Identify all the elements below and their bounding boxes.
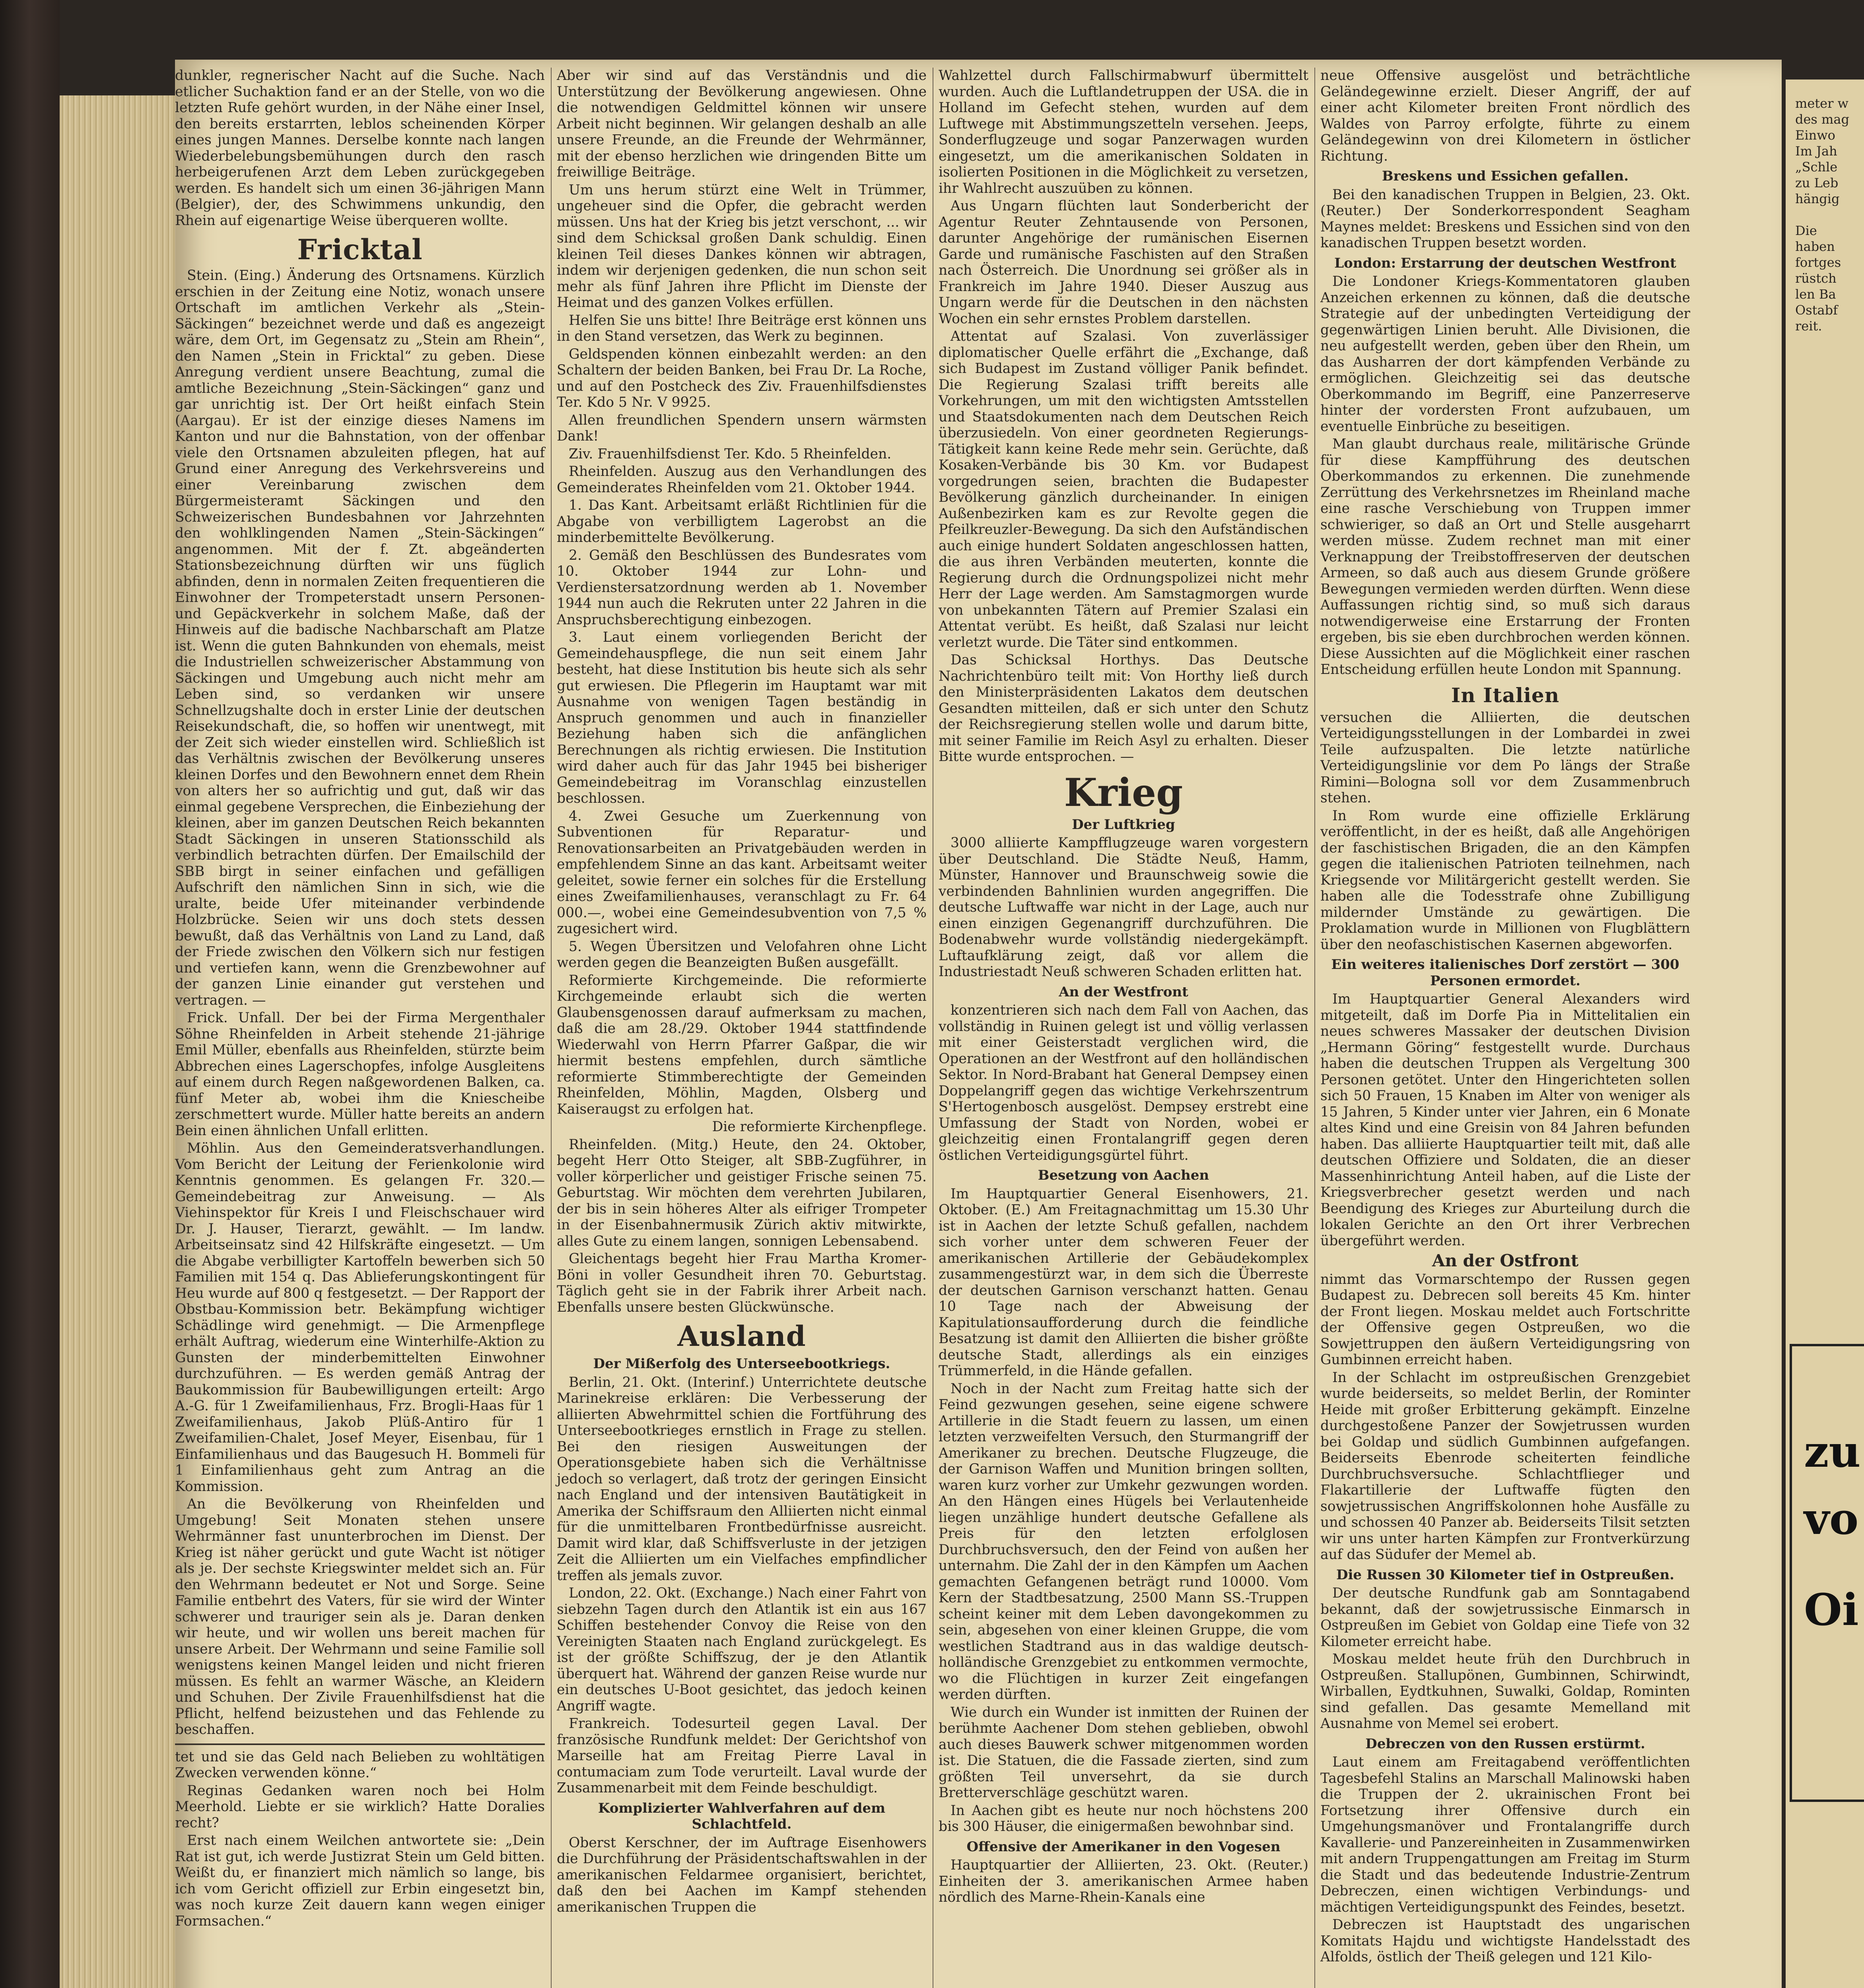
- article-text: versuchen die Alliierten, die deutschen Verteidigungsstellungen in der Lombardei in zwei Teile aufzuspalten. Die letzte natürliche Verteidigungslinie vor dem Po längs der Straße Rimini—Bologna soll vor dem Zusammenbruch stehen.: [1320, 709, 1690, 806]
- article-text: In Rom wurde eine offizielle Erklärung veröffentlicht, in der es heißt, daß alle Angehörigen der faschistischen Brigaden, die an den Kämpfen gegen die italienischen Patrioten teilnehmen, nach Kriegsende vor Militärgericht gestellt werden. Sie haben alle die Todesstrafe ohne Zubilligung mildernder Umstände zu gewärtigen. Die Proklamation wurde in Millionen von Flugblättern über den neofaschistischen Kasernen abgeworfen.: [1320, 808, 1690, 953]
- article-item: 1. Das Kant. Arbeitsamt erläßt Richtlinien für die Abgabe von verbilligtem Lagerobst an die minderbemittelte Bevölkerung.: [557, 497, 927, 546]
- article-rheinfelden-council: Rheinfelden. Auszug aus den Verhandlungen des Gemeinderates Rheinfelden vom 21. Oktober 1944.: [557, 464, 927, 496]
- article-text: neue Offensive ausgelöst und beträchtliche Geländegewinne erzielt. Dieser Angriff, der auf einer acht Kilometer breiten Front nördlich des Waldes von Parroy erfolgte, führte zu einem Geländegewinn von drei Kilometern in östlicher Richtung.: [1320, 68, 1690, 164]
- article-text: Helfen Sie uns bitte! Ihre Beiträge erst können uns in den Stand versetzen, das Werk zu beginnen.: [557, 312, 927, 344]
- article-text: Wahlzettel durch Fallschirmabwurf übermittelt wurden. Auch die Luftlandetruppen der USA. die in Holland im Gefecht stehen, wurden auf dem Luftwege mit Abstimmungszetteln versehen. Jeeps, Sonderflugzeuge und sogar Panzerwagen wurden eingesetzt, um die amerikanischen Soldaten in isolierten Positionen in die Möglichkeit zu versetzen, ihr Wahlrecht auszuüben zu können.: [939, 68, 1308, 196]
- article-text: In der Schlacht im ostpreußischen Grenzgebiet wurde beiderseits, so meldet Berlin, der Rominter Heide mit großer Erbitterung gekämpft. Einzelne durchgestoßene Panzer der Sowjetrussen wurden bei Goldap und südlich Gumbinnen aufgefangen. Beiderseits Ebenrode scheiterten feindliche Durchbruchsversuche. Schlachtflieger und Flakartillerie der Luftwaffe fügten den sowjetrussischen Angriffskolonnen hohe Ausfälle zu und schossen 40 Panzer ab. Beiderseits Tilsit setzten wir uns unter harten Kämpfen zur Frontverkürzung auf das Südufer der Memel ab.: [1320, 1369, 1690, 1563]
- novel-text: tet und sie das Geld nach Belieben zu wohltätigen Zwecken verwenden könne.“: [175, 1749, 545, 1781]
- article-text: In Aachen gibt es heute nur noch höchstens 200 bis 300 Häuser, die einigermaßen bewohnbar sind.: [939, 1802, 1308, 1835]
- article-text: Berlin, 21. Okt. (Interinf.) Unterrichtete deutsche Marinekreise erklären: Die Verbesserung der alliierten Abwehrmittel schien die Fortführung des Unterseebootkrieges ernstlich in Frage zu stellen. Bei den riesigen Ausweitungen der Operationsgebiete haben sich die Verhältnisse jedoch so verlagert, daß trotz der geringen Einsicht nach England und der intensiven Bautätigkeit in Amerika der Schiffsraum den Alliierten nicht einmal für die unmittelbaren Frontbedürfnisse ausreicht. Damit wird klar, daß Schiffsverluste in der jetzigen Zeit die Alliierten um ein Vielfaches empfindlicher treffen als jemals zuvor.: [557, 1374, 927, 1584]
- article-text: Attentat auf Szalasi. Von zuverlässiger diplomatischer Quelle erfährt die „Exchange, daß sich Budapest im Zustand völliger Panik befindet. Die Regierung Szalasi trifft bereits alle Vorkehrungen, um mit den wichtigsten Amtsstellen und Staatsdokumenten nach dem Deutschen Reich überzusiedeln. Von einer geordneten Regierungs-Tätigkeit kann keine Rede mehr sein. Gerüchte, daß Kosaken-Verbände bis 30 Km. vor Budapest vorgedrungen seien, brachten die Budapester Bevölkerung gänzlich durcheinander. In einigen Außenbezirken kam es zur Revolte gegen die Pfeilkreuzler-Bewegung. Da sich den Aufständischen auch einige hundert Soldaten angeschlossen hatten, die aus ihren Verbänden meuterten, konnte die Regierung durch die Ordnungspolizei nicht mehr Herr der Lage werden. Am Samstagmorgen wurde von unbekannten Tätern auf Premier Szalasi ein Attentat verübt. Es heißt, daß Szalasi nur leicht verletzt wurde. Die Täter sind entkommen.: [939, 328, 1308, 650]
- novel-text: Reginas Gedanken waren noch bei Holm Meerhold. Liebte er sie wirklich? Hatte Doralies recht?: [175, 1782, 545, 1831]
- subheading: Ein weiteres italienisches Dorf zerstört — 300 Personen ermordet.: [1331, 957, 1679, 989]
- article-item: 2. Gemäß den Beschlüssen des Bundesrates vom 10. Oktober 1944 zur Lohn- und Verdienstersatzordnung werden ab 1. November 1944 nun auch die Rekruten unter 22 Jahren in die Anspruchsberechtigung einbezogen.: [557, 547, 927, 628]
- column-4: [1320, 68, 1690, 1967]
- article-text: Die Londoner Kriegs-Kommentatoren glauben Anzeichen erkennen zu können, daß die deutsche Strategie auf der unbedingten Verteidigung der gegenwärtigen Linien beruht. Alle Divisionen, die neu aufgestellt werden, geben über den Rhein, um das Ausharren der dort kämpfenden Verbände zu ermöglichen. Gleichzeitig sei das deutsche Oberkommando im Begriff, eine Panzerreserve hinter der vordersten Front aufzubauen, um eventuelle Einbrüche zu beseitigen.: [1320, 274, 1690, 435]
- article-church: Reformierte Kirchgemeinde. Die reformierte Kirchgemeinde erlaubt sich die werten Glaubensgenossen darauf aufmerksam zu machen, daß die am 28./29. Oktober 1944 stattfindende Wiederwahl von Herrn Pfarrer Gaßpar, die wir hiermit bestens empfehlen, durch sämtliche reformierte Stimmberechtigte der Gemeinden Rheinfelden, Möhlin, Magden, Olsberg und Kaiseraugst zu erfolgen hat.: [557, 972, 927, 1117]
- ad-text: zu: [1804, 1426, 1861, 1477]
- article-text: Aber wir sind auf das Verständnis und die Unterstützung der Bevölkerung angewiesen. Ohne die notwendigen Geldmittel können wir unsere Arbeit nicht beginnen. Wir gelangen deshalb an alle unsere Freunde, an die Freunde der Wehrmänner, mit der ebenso herzlichen wie dringenden Bitte um freiwillige Beiträge.: [557, 68, 927, 180]
- article-text: nimmt das Vormarschtempo der Russen gegen Budapest zu. Debrecen soll bereits 45 Km. hinter der Front liegen. Moskau meldet auch Fortschritte der Offensive gegen Ostpreußen, wo die Sowjettruppen den äußern Verteidigungsring von Gumbinnen erreicht haben.: [1320, 1271, 1690, 1368]
- column-rule: [1314, 68, 1315, 1988]
- article-text: Hauptquartier der Alliierten, 23. Okt. (Reuter.) Einheiten der 3. amerikanischen Armee haben nördlich des Marne-Rhein-Kanals eine: [939, 1857, 1308, 1905]
- section-heading-fricktal: Fricktal: [297, 233, 423, 266]
- article-text: 3000 alliierte Kampfflugzeuge waren vorgestern über Deutschland. Die Städte Neuß, Hamm, Münster, Hannover und Braunschweig sowie die verbindenden Bahnlinien wurden angegriffen. Die deutsche Luftwaffe war nicht in der Lage, auch nur einen einzigen Gegenangriff durchzuführen. Die Bodenabwehr wurde vollständig niedergekämpft. Luftaufklärung zeigt, daß vor allem die Industriestadt Neuß schweren Schaden erlitten hat.: [939, 835, 1308, 980]
- ad-text: vo: [1804, 1493, 1859, 1544]
- article-birthday: Gleichentags begeht hier Frau Martha Kromer-Böni in voller Gesundheit ihren 70. Geburtstag. Täglich geht sie in der Fabrik ihrer Arbeit nach. Ebenfalls unsere besten Glückwünsche.: [557, 1251, 927, 1315]
- section-heading-italien: In Italien: [1451, 683, 1560, 707]
- article-item: 3. Laut einem vorliegenden Bericht der Gemeindehauspflege, die nun seit einem Jahr besteht, hat diese Institution bis heute sich als sehr gut erwiesen. Die Pflegerin im Hauptamt war mit Ausnahme von wenigen Tagen beständig in Anspruch genommen und auch in finanzieller Beziehung haben sich die anfänglichen Berechnungen als richtig erwiesen. Die Institution wird daher auch für das Jahr 1945 bei bisheriger Gemeindebeitrag im Voranschlag einzustellen beschlossen.: [557, 629, 927, 806]
- article-appeal: An die Bevölkerung von Rheinfelden und Umgebung! Seit Monaten stehen unsere Wehrmänner fast ununterbrochen im Dienst. Der Krieg ist näher gerückt und gute Wacht ist nötiger als je. Der sechste Kriegswinter meldet sich an. Für den Wehrmann bedeutet er Not und Sorge. Seine Familie entbehrt des Vaters, für sie wird der Winter schwerer und trauriger sein als je. Daran denken wir heute, und wir wollen uns bereit machen für unsere Arbeit. Der Wehrmann und seine Familie soll wenigstens keinen Mangel leiden und nicht frieren müssen. Es fehlt an warmer Wäsche, an Kleidern und Schuhen. Der Zivile Frauenhilfsdienst hat die Pflicht, helfend beizustehen und das Fehlende zu beschaffen.: [175, 1496, 545, 1738]
- article-item: 5. Wegen Übersitzen und Velofahren ohne Licht werden gegen die Beanzeigten Bußen ausgefällt.: [557, 938, 927, 971]
- novel-text: Erst nach einem Weilchen antwortete sie: „Dein Rat ist gut, ich werde Justizrat Stein um Geld bitten. Weißt du, er finanziert mich nämlich so lange, bis ich vom Gericht offiziell zur Erbin eingesetzt bin, was noch kurze Zeit dauern kann wegen einiger Formsachen.“: [175, 1833, 545, 1929]
- subheading: Der Mißerfolg des Unterseebootkriegs.: [593, 1356, 890, 1372]
- column-3: [939, 68, 1308, 1907]
- article-text: London, 22. Okt. (Exchange.) Nach einer Fahrt von siebzehn Tagen durch den Atlantik ist ein aus 167 Schiffen bestehender Convoy die Reise von den Vereinigten Staaten nach England zurückgelegt. Es ist der größte Schiffszug, der je den Atlantik überquert hat. Während der ganzen Reise wurde nur ein deutsches U-Boot gesichtet, das jedoch keinen Angriff wagte.: [557, 1585, 927, 1714]
- article-text: Im Hauptquartier General Alexanders wird mitgeteilt, daß im Dorfe Pia in Mittelitalien ein neues schweres Massaker der deutschen Division „Hermann Göring“ festgestellt wurde. Durchaus haben die deutschen Truppen als Vergeltung 300 Personen getötet. Unter den Hingerichteten sollen sich 50 Frauen, 15 Knaben im Alter von weniger als 15 Jahren, 5 Kinder unter vier Jahren, ein 6 Monate altes Kind und eine Greisin von 84 Jahren befunden haben. Das alliierte Hauptquartier teilt mit, daß alle deutschen Offiziere und Soldaten, die an dieser Massenhinrichtung Anteil haben, auf die Liste der Kriegsverbrecher gesetzt werden und nach Beendigung des Krieges zur Aburteilung durch die lokalen Gerichte an den Ort ihrer Verbrechen übergeführt werden.: [1320, 991, 1690, 1249]
- article-text: Laut einem am Freitagabend veröffentlichten Tagesbefehl Stalins an Marschall Malinowski haben die Truppen der 2. ukrainischen Front bei Fortsetzung ihrer Offensive durch ein Umgehungsmanöver und Frontalangriffe durch Kavallerie- und Panzereinheiten in Zusammenwirken mit andern Truppengattungen am Freitag im Sturm die Stadt und das bedeutende Industrie-Zentrum Debreczen, einen wichtigen Verbindungs- und mächtigen Verteidigungspunkt des Feindes, besetzt.: [1320, 1754, 1690, 1915]
- facing-page: [1786, 80, 1864, 1988]
- section-heading-krieg: Krieg: [1064, 770, 1183, 815]
- subheading: Offensive der Amerikaner in den Vogesen: [966, 1839, 1281, 1855]
- article-text: Moskau meldet heute früh den Durchbruch in Ostpreußen. Stallupönen, Gumbinnen, Schirwindt, Wirballen, Eydtkuhnen, Suwalki, Goldap, Rominten sind gefallen. Das gesamte Memelland mit Ausnahme von Memel sei erobert.: [1320, 1651, 1690, 1732]
- article-text: Allen freundlichen Spendern unsern wärmsten Dank!: [557, 412, 927, 444]
- article-text: Noch in der Nacht zum Freitag hatte sich der Feind gezwungen gesehen, seine eigene schwere Artillerie in die Stadt feuern zu lassen, um einen letzten verzweifelten Versuch, den Sturmangriff der Amerikaner zu brechen. Deutsche Flugzeuge, die der Garnison Waffen und Munition bringen sollten, waren kurz vorher zur Umkehr gezwungen worden. An den Hängen eines Hügels bei Verlautenheide liegen unzählige hundert deutsche Gefallene als Preis für den letzten erfolglosen Durchbruchsversuch, den der Feind von außen her unternahm. Die Zahl der in den Kämpfen um Aachen gemachten Gefangenen beträgt rund 10000. Vom Kern der Stadtbesatzung, 2500 Mann SS.-Truppen scheint keiner mit dem Leben davongekommen zu sein, abgesehen von einer kleinen Gruppe, die vom westlichen Stadtrand aus in das waldige deutsch-holländische Grenzgebiet zu entkommen vermochte, wo die Flüchtigen in kurzer Zeit eingefangen werden dürften.: [939, 1380, 1308, 1703]
- article-text: Im Hauptquartier General Eisenhowers, 21. Oktober. (E.) Am Freitagnachmittag um 15.30 Uhr ist in Aachen der letzte Schuß gefallen, nachdem sich vorher unter dem schweren Feuer der amerikanischen Artillerie der Gebäudekomplex zusammengestürzt war, in dem sich die Überreste der deutschen Garnison verschanzt hatten. Genau 10 Tage nach der Abweisung der Kapitulationsaufforderung durch die feindliche Besatzung ist damit den Alliierten die bisher größte deutsche Stadt, allerdings als ein einziges Trümmerfeld, in die Hände gefallen.: [939, 1186, 1308, 1379]
- book-spine: [0, 0, 60, 1988]
- article-text: Geldspenden können einbezahlt werden: an den Schaltern der beiden Banken, bei Frau Dr. La Roche, und auf den Postcheck des Ziv. Frauenhilfsdienstes Ter. Kdo 5 Nr. V 9925.: [557, 346, 927, 410]
- article-text: konzentrieren sich nach dem Fall von Aachen, das vollständig in Ruinen gelegt ist und völlig verlassen mit einer Geisterstadt verglichen wird, die Operationen an der Westfront auf den holländischen Sektor. In Nord-Brabant hat General Dempsey einen Doppelangriff gegen das wichtige Verkehrszentrum S'Hertogenbosch ausgelöst. Dempsey erstrebt eine Umfassung der Stadt von Norden, wobei er gleichzeitig einen Frontalangriff gegen deren östlichen Verteidigungsgürtel führt.: [939, 1002, 1308, 1163]
- article-moehlin: Möhlin. Aus den Gemeinderatsverhandlungen. Vom Bericht der Leitung der Ferienkolonie wird Kenntnis genommen. Es gelangen Fr. 320.— Gemeindebeitrag zur Anweisung. — Als Viehinspektor für Kreis I und Fleischschauer wird Dr. J. Hauser, Tierarzt, gewählt. — Im landw. Arbeitseinsatz sind 42 Hilfskräfte eingesetzt. — Um die Abgabe verbilligter Kartoffeln bewerben sich 50 Familien mit 154 q. Das Ablieferungskontingent für Heu wurde auf 800 q festgesetzt. — Der Rapport der Obstbau-Kommission betr. Bekämpfung wichtiger Schädlinge wird genehmigt. — Die Armenpflege erhält Auftrag, wiederum eine Winterhilfe-Aktion zu Gunsten der minderbemittelten Einwohner durchzuführen. — Es werden gemäß Antrag der Baukommission für Baubewilligungen erteilt: Argo A.-G. für 1 Zweifamilienhaus, Frz. Brogli-Haas für 1 Zweifamilienhaus, Jakob Plüß-Antiro für 1 Zweifamilien-Chalet, Josef Meyer, Eisenbau, für 1 Einfamilienhaus und das Baugesuch H. Bommeli für 1 Einfamilienhaus geht zum Antrag an die Kommission.: [175, 1140, 545, 1495]
- subheading: Besetzung von Aachen: [1038, 1167, 1209, 1183]
- article-text: Frankreich. Todesurteil gegen Laval. Der französische Rundfunk meldet: Der Gerichtshof von Marseille hat am Freitag Pierre Laval in contumaciam zum Tode verurteilt. Laval wurde der Zusammenarbeit mit dem Feinde beschuldigt.: [557, 1716, 927, 1796]
- ad-box: [1790, 1344, 1864, 1802]
- facing-page-text: meter w des mag Einwo Im Jah „Schle zu Leb hängig Die haben fortges rüstch len Ba Ostabf reit.: [1795, 96, 1849, 334]
- article-stein: Stein. (Eing.) Änderung des Ortsnamens. Kürzlich erschien in der Zeitung eine Notiz, wonach unsere Ortschaft im amtlichen Verkehr als „Stein-Säckingen“ bezeichnet werde und daß es angezeigt wäre, dem Ort, im Gegensatz zu „Stein am Rhein“, den Namen „Stein in Fricktal“ zu geben. Diese Anregung verdient unsere Beachtung, zumal die amtliche Bezeichnung „Stein-Säckingen“ ganz und gar unrichtig ist. Der Ort heißt einfach Stein (Aargau). Er ist der einzige dieses Namens im Kanton und nur die Bahnstation, von der offenbar viele den Ortsnamen abzuleiten pflegen, hat auf Grund einer Anregung des Verkehrsvereins und einer Vereinbarung zwischen dem Bürgermeisteramt Säckingen und den Schweizerischen Bundesbahnen vor Jahrzehnten den wohlklingenden Namen „Stein-Säckingen“ angenommen. Mit der f. Zt. abgeänderten Stationsbezeichnung dürften wir uns füglich abfinden, denn in normalen Zeiten frequentieren die Einwohner der Trompeterstadt unsern Personen- und Gepäckverkehr in solchem Maße, daß der Hinweis auf die badische Nachbarschaft am Platze ist. Wenn die guten Bahnkunden von ehemals, meist die Industriellen schweizerischer Abstammung von Säckingen und Umgebung auch nicht mehr am Leben sind, so verdanken wir unsere Schnellzugshalte doch in erster Linie der deutschen Reisekundschaft, die, so hoffen wir unentwegt, mit der Zeit sich wieder einstellen wird. Schließlich ist das Verhältnis zwischen der Bevölkerung unseres kleinen Dorfes und den Bewohnern ennet dem Rhein von alters her so aufrichtig und gut, daß wir das einmal gegebene Versprechen, die Einbeziehung der kleinen, aber im ganzen Deutschen Reich bekannten Stadt Säckingen in unseren Stationsschild als verbindlich betrachten dürfen. Der Emailschild der SBB birgt in seiner einfachen und gefälligen Aufschrift den nämlichen Sinn in sich, wie die uralte, beide Ufer miteinander verbindende Holzbrücke. Seien wir uns doch stets dessen bewußt, daß das Verhältnis von Land zu Land, daß der Friede zwischen den Völkern sich nur festigen und vertiefen kann, wenn die Grenzbewohner auf der ganzen Linie einander gut verstehen und vertragen. —: [175, 268, 545, 1008]
- subheading: Die Russen 30 Kilometer tief in Ostpreußen.: [1336, 1567, 1674, 1583]
- article-text: Aus Ungarn flüchten laut Sonderbericht der Agentur Reuter Zehntausende von Personen, darunter Angehörige der rumänischen Eisernen Garde und rumänische Faschisten auf den Straßen nach Österreich. Die Unordnung sei größer als in Frankreich im Jahre 1940. Dieser Auszug aus Ungarn werde für die Deutschen in den nächsten Wochen ein sehr ernstes Problem darstellen.: [939, 198, 1308, 327]
- article-text: Der deutsche Rundfunk gab am Sonntagabend bekannt, daß der sowjetrussische Einmarsch in Ostpreußen im Gebiet von Goldap eine Tiefe von 32 Kilometer erreicht habe.: [1320, 1585, 1690, 1650]
- page-edges: [60, 95, 175, 1988]
- article-text: Debreczen ist Hauptstadt des ungarischen Komitats Hajdu und wichtigste Handelsstadt des Alfolds, östlich der Theiß gelegen und 121 Kilo-: [1320, 1917, 1690, 1965]
- article-text: Oberst Kerschner, der im Auftrage Eisenhowers die Durchführung der Präsidentschaftswahlen in der amerikanischen Feldarmee organisiert, berichtet, daß den bei Aachen im Kampf stehenden amerikanischen Truppen die: [557, 1835, 927, 1915]
- section-heading-ausland: Ausland: [677, 1320, 806, 1353]
- subheading-ostfront: An der Ostfront: [1432, 1251, 1579, 1270]
- article-item: 4. Zwei Gesuche um Zuerkennung von Subventionen für Reparatur- und Renovationsarbeiten an Privatgebäuden werden in empfehlendem Sinne an das kant. Arbeitsamt weiter geleitet, sowie ferner ein solches für die Erstellung eines Zweifamilienhauses, veranschlagt zu Fr. 64 000.—, wobei eine Gemeindesubvention von 7,5 % zugesichert wird.: [557, 808, 927, 937]
- article-signature: Ziv. Frauenhilfsdienst Ter. Kdo. 5 Rheinfelden.: [569, 446, 892, 462]
- subheading: London: Erstarrung der deutschen Westfront: [1334, 255, 1676, 271]
- column-rule: [551, 68, 552, 1988]
- article-text: dunkler, regnerischer Nacht auf die Suche. Nach etlicher Suchaktion fand er an der Stelle, von wo die letzten Rufe gehört wurden, in der Nähe einer Insel, den bereits erstarrten, leblos scheinenden Körper eines jungen Mannes. Derselbe konnte nach langen Wiederbelebungsbemühungen durch den rasch herbeigerufenen Arzt dem Leben zurückgegeben werden. Es handelt sich um einen 36-jährigen Mann (Belgier), der, des Schwimmens unkundig, den Rhein auf eigenartige Weise überqueren wollte.: [175, 68, 545, 229]
- subheading: Komplizierter Wahlverfahren auf dem Schlachtfeld.: [598, 1800, 886, 1832]
- article-text: Man glaubt durchaus reale, militärische Gründe für diese Kampfführung des deutschen Oberkommandos zu erkennen. Die zunehmende Zerrüttung des Verkehrsnetzes im Rheinland mache eine rasche Verschiebung von Truppen immer schwieriger, so daß an Ort und Stelle ausgeharrt werden müsse. Zudem rechnet man mit einer Verknappung der Treibstoffreserven der deutschen Armeen, so daß auch aus diesem Grunde größere Bewegungen vermieden werden dürften. Wenn diese Auffassungen richtig sind, so muß sich daraus notwendigerweise eine Erstarrung der Fronten ergeben, bis sie eben durchbrochen werden können. Diese Aussichten auf die Möglichkeit einer raschen Entscheidung erfüllen heute London mit Spannung.: [1320, 436, 1690, 678]
- article-text: Das Schicksal Horthys. Das Deutsche Nachrichtenbüro teilt mit: Von Horthy ließ durch den Ministerpräsidenten Lakatos dem deutschen Gesandten mitteilen, daß er sich unter den Schutz der Reichsregierung stellen wolle und darum bitte, mit seiner Familie im Reich Asyl zu erhalten. Dieser Bitte wurde entsprochen. —: [939, 652, 1308, 765]
- column-1: [175, 68, 545, 1931]
- article-text: Um uns herum stürzt eine Welt in Trümmer, ungeheuer sind die Opfer, die gebracht werden müssen. Uns hat der Krieg bis jetzt verschont, ... wir sind dem Schicksal großen Dank schuldig. Einen kleinen Teil dieses Dankes können wir abtragen, indem wir derjenigen gedenken, die nun schon seit mehr als fünf Jahren ihre Pflicht im Dienste der Heimat und des ganzen Volkes erfüllen.: [557, 182, 927, 311]
- article-frick: Frick. Unfall. Der bei der Firma Mergenthaler Söhne Rheinfelden in Arbeit stehende 21-jährige Emil Müller, ebenfalls aus Rheinfelden, stürzte beim Abbrechen eines Lagerschopfes, infolge Ausgleitens auf einem durch Regen naßgewordenen Balken, ca. fünf Meter ab, wobei ihm die Kniescheibe zerschmettert wurde. Müller hatte bereits an andern Bein einen ähnlichen Unfall erlitten.: [175, 1010, 545, 1139]
- separator: [175, 1743, 545, 1745]
- article-text: Bei den kanadischen Truppen in Belgien, 23. Okt. (Reuter.) Der Sonderkorrespondent Seagham Maynes meldet: Breskens und Essichen sind von den kanadischen Truppen besetzt worden.: [1320, 186, 1690, 251]
- subheading: Der Luftkrieg: [1072, 816, 1175, 833]
- article-birthday: Rheinfelden. (Mitg.) Heute, den 24. Oktober, begeht Herr Otto Steiger, alt SBB-Zugführer, in voller körperlicher und geistiger Frische seinen 75. Geburtstag. Wir möchten dem verehrten Jubilaren, der bis in sein höheres Alter als eifriger Trompeter in der Eisenbahnermusik Zürich aktiv mitwirkte, alles Gute zu einem langen, sonnigen Lebensabend.: [557, 1136, 927, 1249]
- ad-text: Oi: [1804, 1584, 1859, 1635]
- column-2: [557, 68, 927, 1917]
- article-signature: Die reformierte Kirchenpflege.: [712, 1119, 927, 1135]
- subheading: Breskens und Essichen gefallen.: [1382, 168, 1629, 184]
- subheading: Debreczen von den Russen erstürmt.: [1365, 1736, 1645, 1752]
- subheading: An der Westfront: [1059, 984, 1188, 1000]
- article-text: Wie durch ein Wunder ist inmitten der Ruinen der berühmte Aachener Dom stehen geblieben, obwohl auch dieses Bauwerk schwer mitgenommen worden ist. Die Statuen, die die Fassade zierten, sind zum größten Teil unversehrt, da sie durch Bretterverschläge geschützt waren.: [939, 1704, 1308, 1801]
